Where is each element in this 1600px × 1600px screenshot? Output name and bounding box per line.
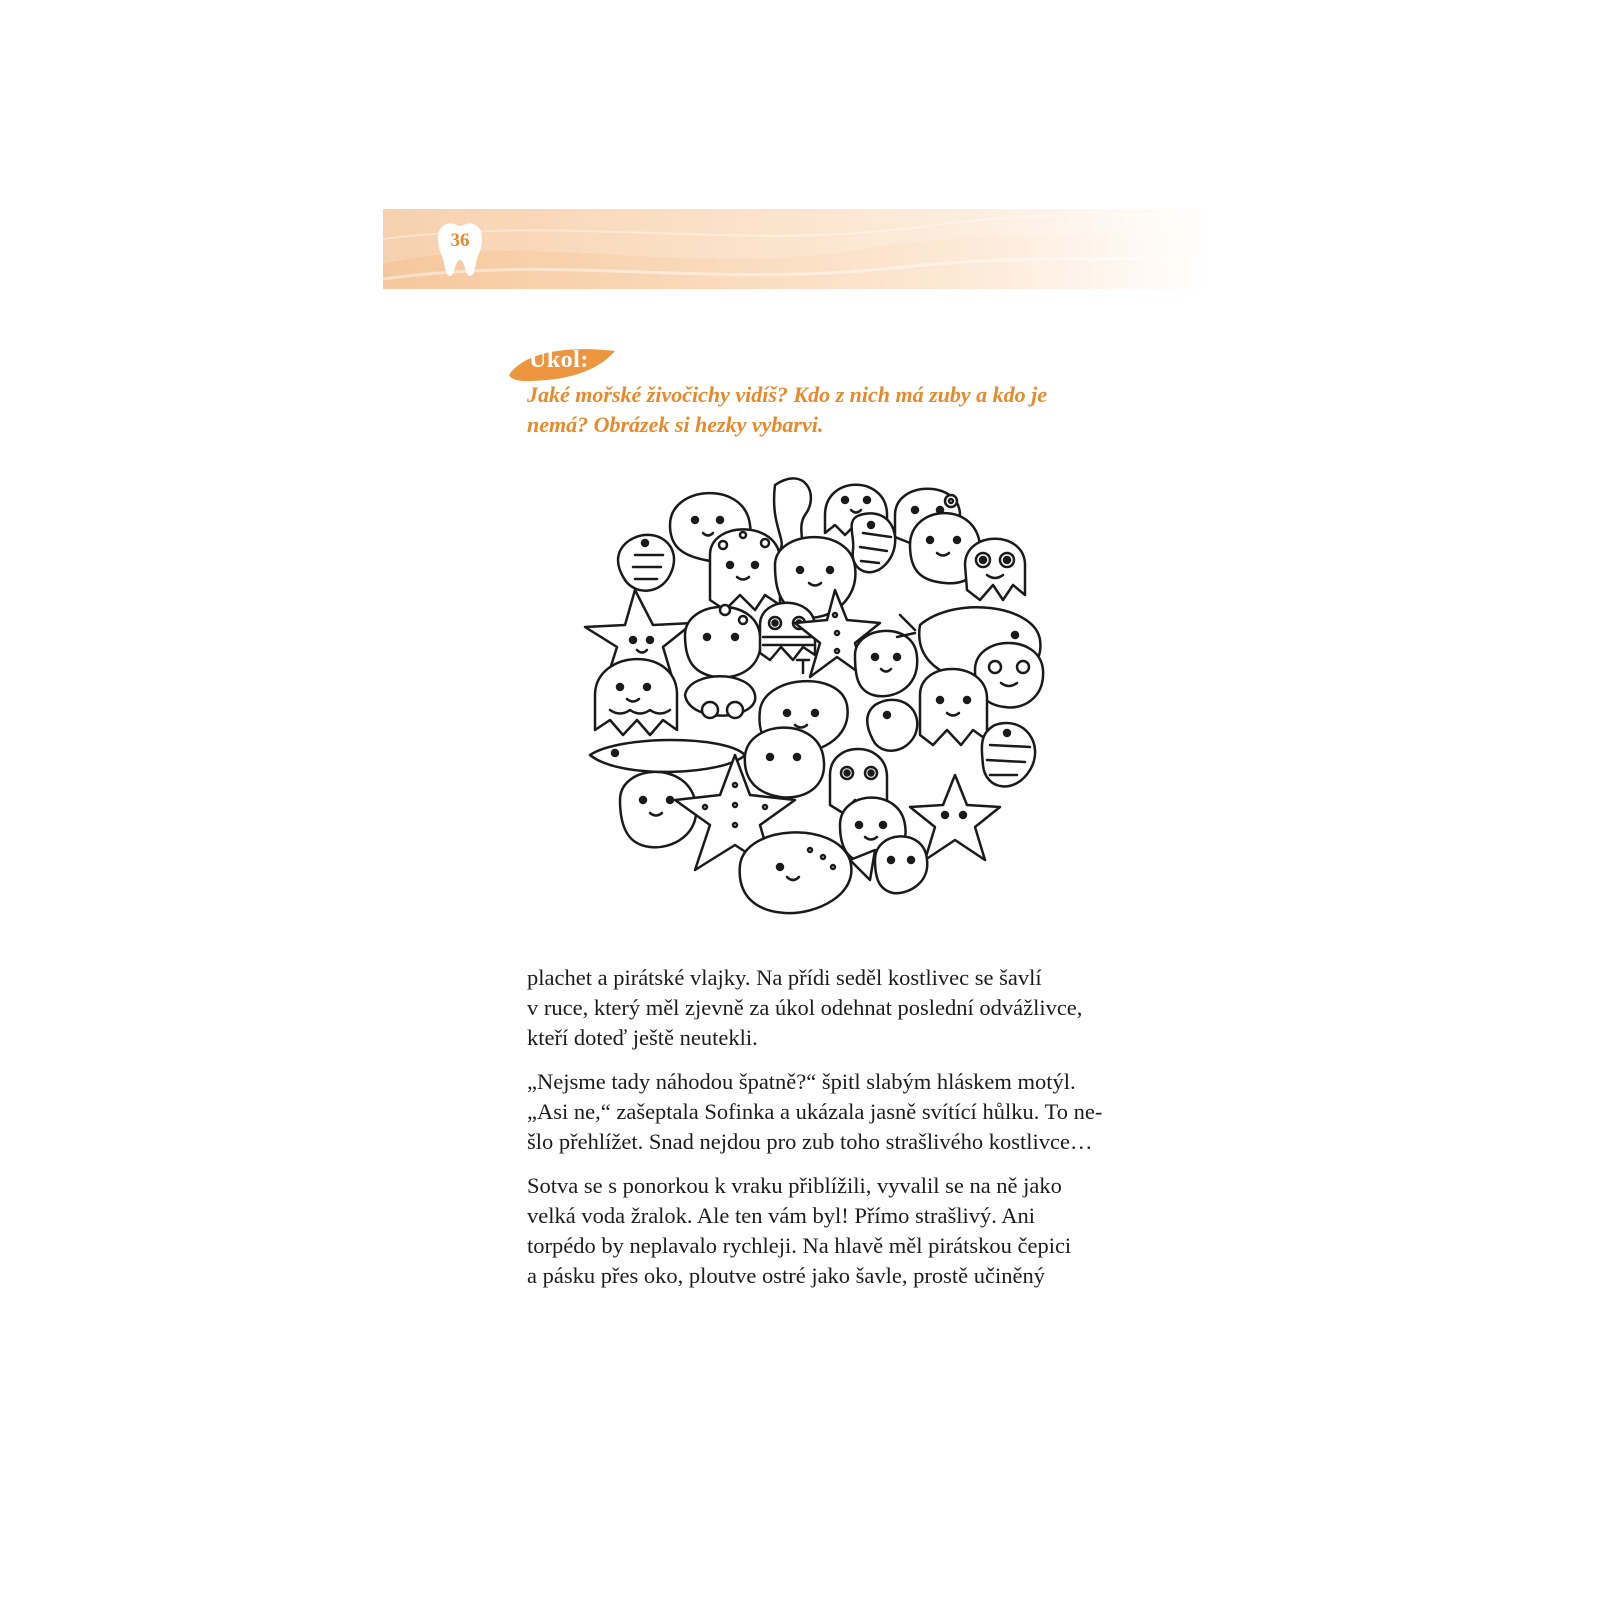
- jellyfish-lower-left: [595, 659, 677, 735]
- story-line: velká voda žralok. Ale ten vám byl! Přímo strašlivý. Ani: [527, 1203, 1036, 1228]
- story-line: šlo přehlížet. Snad nejdou pro zub toho strašlivého kostlivce…: [527, 1129, 1093, 1154]
- task-instructions: [527, 380, 1087, 440]
- story-text: [527, 963, 1127, 1305]
- story-paragraph: [527, 1067, 1127, 1157]
- shrimp-lower-right: [867, 700, 917, 751]
- header-wave-decoration: [383, 209, 1208, 289]
- octopus-middle-left: [685, 605, 761, 678]
- crab-lower-left: [685, 676, 755, 718]
- story-line: plachet a pirátské vlajky. Na přídi seděl kostlivec se šavlí: [527, 965, 1042, 990]
- shrimp-right: [982, 723, 1035, 786]
- shrimp-left: [618, 535, 674, 591]
- story-line: a pásku přes oko, ploutve ostré jako šavle, prostě učiněný: [527, 1263, 1045, 1288]
- whale-bottom-center: [745, 728, 824, 798]
- task-label: Úkol:: [529, 347, 589, 373]
- squid-upper-left: [710, 529, 780, 610]
- task-line: Jaké mořské živočichy vidíš? Kdo z nich má zuby a kdo je: [527, 382, 1048, 407]
- story-line: „Nejsme tady náhodou špatně?“ špitl slabým hláskem motýl.: [527, 1069, 1076, 1094]
- story-line: „Asi ne,“ zašeptala Sofinka a ukázala jasně svítící hůlku. To ne-: [527, 1099, 1103, 1124]
- task-line: nemá? Obrázek si hezky vybarvi.: [527, 412, 824, 437]
- story-paragraph: [527, 1171, 1127, 1291]
- page-number: 36: [450, 230, 470, 251]
- shrimp-center: [852, 513, 896, 572]
- story-line: torpédo by neplavalo rychleji. Na hlavě měl pirátskou čepici: [527, 1233, 1072, 1258]
- jellyfish-bottom-right: [875, 836, 927, 893]
- story-line: kteří doteď ještě neutekli.: [527, 1025, 758, 1050]
- whale-bottom-left: [620, 772, 696, 848]
- jellyfish-right: [965, 539, 1025, 600]
- squid-lower-right: [920, 669, 987, 745]
- sea-animals-coloring-illustration: [575, 455, 1075, 940]
- story-paragraph: [527, 963, 1127, 1053]
- header-band: [383, 209, 1208, 289]
- story-line: v ruce, který měl zjevně za úkol odehnat poslední odvážlivce,: [527, 995, 1083, 1020]
- squid-middle-right: [855, 631, 917, 696]
- shark-fish-lower-left: [590, 740, 770, 772]
- story-line: Sotva se s ponorkou k vraku přiblížili, vyvalil se na ně jako: [527, 1173, 1062, 1198]
